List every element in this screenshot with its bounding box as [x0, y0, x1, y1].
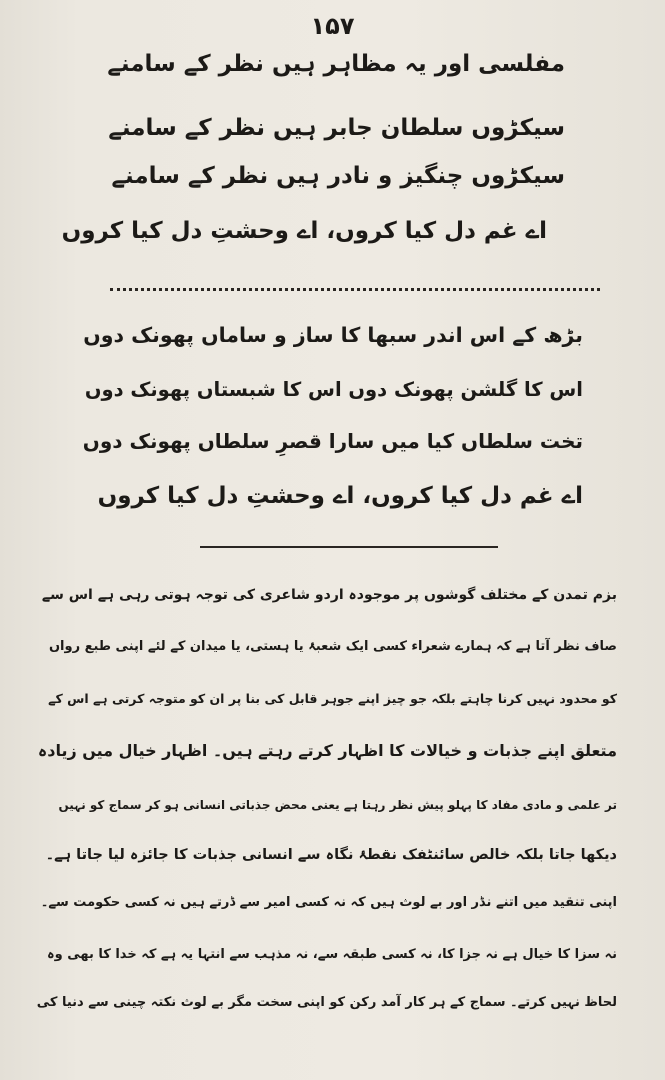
stanza1-refrain: اے غم دل کیا کروں، اے وحشتِ دل کیا کروں	[61, 218, 547, 244]
prose-line-5: تر علمی و مادی مفاد کا پہلو پیش نظر رہتا ہے یعنی محض جذباتی انسانی ہو کر سماج کو نہیں	[58, 798, 617, 812]
prose-line-4: متعلق اپنے جذبات و خیالات کا اظہار کرتے رہتے ہیں۔ اظہار خیال میں زیادہ	[37, 741, 617, 760]
stanza2-line-3: تخت سلطاں کیا میں سارا قصرِ سلطاں پھونک دوں	[82, 429, 583, 453]
prose-line-2: صاف نظر آتا ہے کہ ہمارے شعراء کسی ایک شعبۂ یا ہستی، یا میدان کے لئے اپنی طبع رواں	[48, 639, 617, 654]
prose-line-3: کو محدود نہیں کرنا چاہتے بلکہ جو چیز اپنے جوہر قابل کی بنا پر ان کو متوجہ کرتی ہے اس کے	[48, 691, 617, 706]
stanza1-line-2: سیکڑوں سلطان جابر ہیں نظر کے سامنے	[108, 115, 565, 141]
stanza2-line-1: بڑھ کے اس اندر سبھا کا ساز و ساماں پھونک دوں	[83, 323, 583, 347]
prose-line-7: اپنی تنقید میں اتنے نڈر اور بے لوث ہیں کہ نہ کسی امیر سے ڈرتے ہیں نہ کسی حکومت سے۔	[40, 895, 617, 910]
page-number: ۱۵۷	[310, 12, 355, 40]
prose-line-9: لحاظ نہیں کرتے۔ سماج کے ہر کار آمد رکن کو اپنی سخت مگر بے لوث نکتہ چینی سے دنیا کی	[36, 995, 617, 1010]
stanza2-refrain: اے غم دل کیا کروں، اے وحشتِ دل کیا کروں	[97, 483, 583, 509]
stanza1-line-3: سیکڑوں چنگیز و نادر ہیں نظر کے سامنے	[111, 163, 565, 189]
prose-line-6: دیکھا جاتا بلکہ خالص سائنٹفک نقطۂ نگاہ سے انسانی جذبات کا جائزہ لیا جاتا ہے۔	[45, 847, 617, 863]
stanza1-line-1: مفلسی اور یہ مظاہر ہیں نظر کے سامنے	[107, 51, 565, 77]
dotted-separator	[110, 288, 600, 291]
stanza2-line-2: اس کا گلشن پھونک دوں اس کا شبستاں پھونک دوں	[84, 378, 583, 401]
prose-line-1: بزم تمدن کے مختلف گوشوں پر موجودہ اردو شاعری کی توجہ ہوتی رہی ہے اس سے	[41, 587, 617, 603]
section-divider	[200, 546, 498, 548]
prose-line-8: نہ سزا کا خیال ہے نہ جزا کا، نہ کسی طبقہ سے، نہ مذہب سے انتہا یہ ہے کہ خدا کا بھی وہ	[47, 947, 617, 962]
